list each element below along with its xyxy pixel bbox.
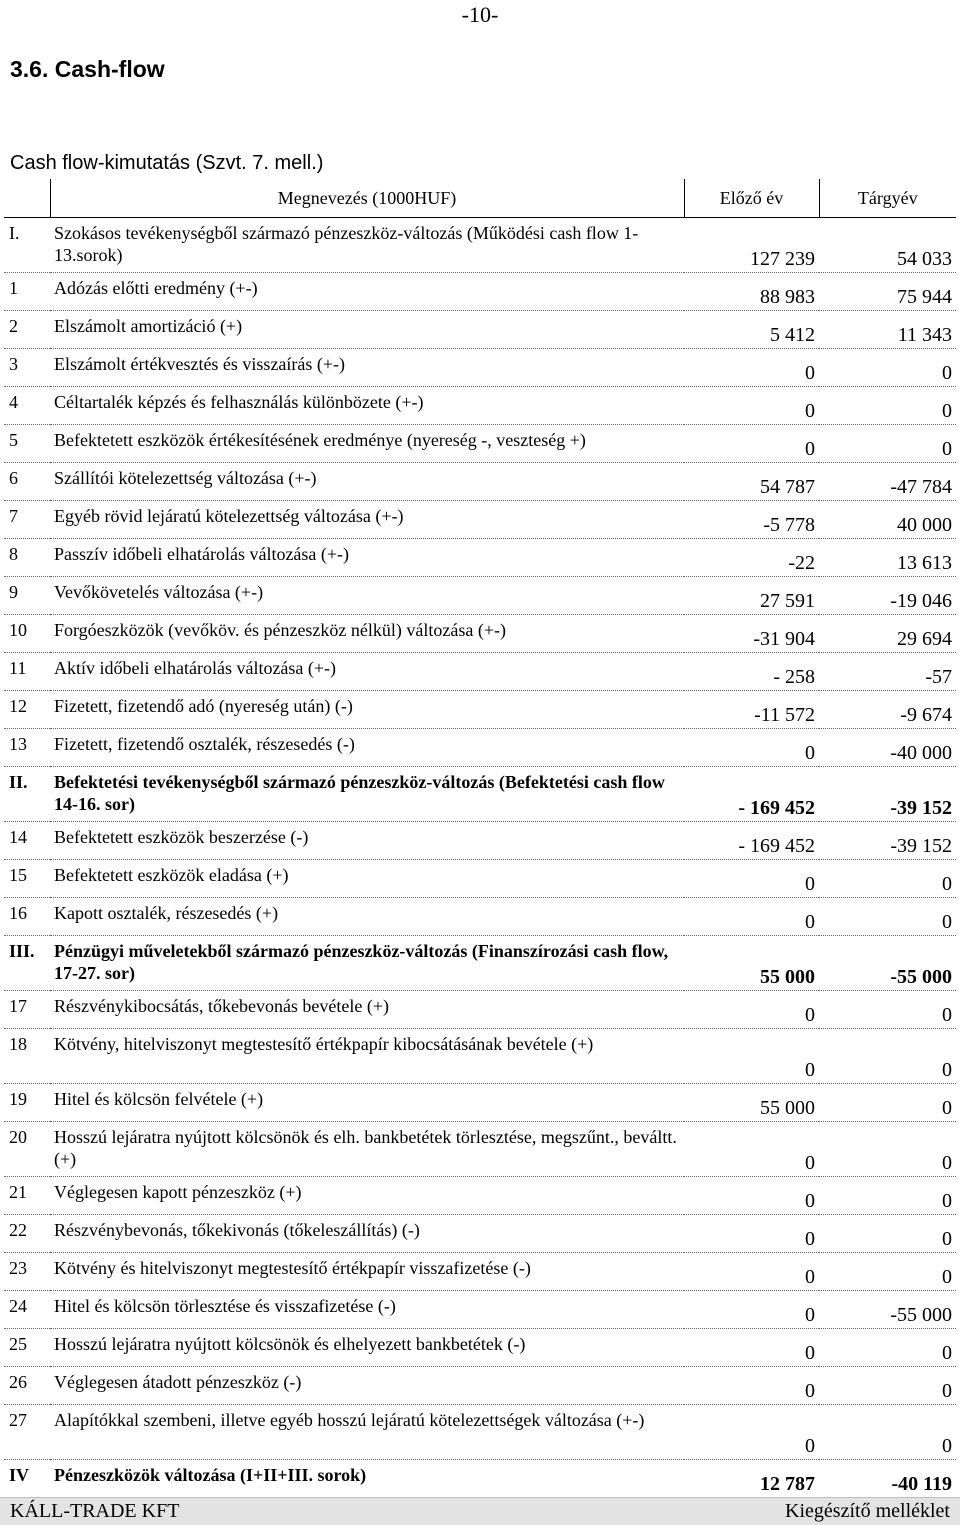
row-current-year-value: -39 152 <box>819 767 956 822</box>
table-row <box>4 1084 956 1122</box>
row-number: 21 <box>4 1177 50 1215</box>
table-row <box>4 463 956 501</box>
row-number: 14 <box>4 822 50 860</box>
row-label: Kapott osztalék, részesedés (+) <box>50 898 684 936</box>
table-row <box>4 1460 956 1498</box>
table-row <box>4 577 956 615</box>
table-row <box>4 1253 956 1291</box>
row-prev-year-value: 0 <box>684 1367 819 1405</box>
table-row <box>4 501 956 539</box>
row-current-year-value: -57 <box>819 653 956 691</box>
row-prev-year-value: 54 787 <box>684 463 819 501</box>
row-number: 1 <box>4 273 50 311</box>
row-current-year-value: 54 033 <box>819 218 956 273</box>
row-current-year-value: 13 613 <box>819 539 956 577</box>
table-row <box>4 311 956 349</box>
table-row <box>4 691 956 729</box>
row-number: 3 <box>4 349 50 387</box>
row-label: Részvénykibocsátás, tőkebevonás bevétele (+) <box>50 991 684 1029</box>
row-label: Egyéb rövid lejáratú kötelezettség változása (+-) <box>50 501 684 539</box>
row-prev-year-value: - 169 452 <box>684 822 819 860</box>
table-row <box>4 936 956 991</box>
row-number: 18 <box>4 1029 50 1084</box>
row-number: 15 <box>4 860 50 898</box>
row-prev-year-value: 55 000 <box>684 1084 819 1122</box>
table-row <box>4 1291 956 1329</box>
row-prev-year-value: 0 <box>684 1291 819 1329</box>
row-number: 7 <box>4 501 50 539</box>
row-number: 24 <box>4 1291 50 1329</box>
row-label: Pénzeszközök változása (I+II+III. sorok) <box>50 1460 684 1498</box>
row-number: 6 <box>4 463 50 501</box>
table-header-row <box>4 179 956 218</box>
row-prev-year-value: 0 <box>684 991 819 1029</box>
row-number: 23 <box>4 1253 50 1291</box>
row-prev-year-value: - 258 <box>684 653 819 691</box>
row-prev-year-value: 0 <box>684 387 819 425</box>
row-current-year-value: 75 944 <box>819 273 956 311</box>
row-current-year-value: -19 046 <box>819 577 956 615</box>
row-prev-year-value: 0 <box>684 1405 819 1460</box>
row-label: Passzív időbeli elhatárolás változása (+-) <box>50 539 684 577</box>
row-current-year-value: 0 <box>819 860 956 898</box>
table-row <box>4 218 956 273</box>
row-prev-year-value: 0 <box>684 1253 819 1291</box>
footer-document-name: Kiegészítő melléklet <box>785 1500 950 1522</box>
section-title: 3.6. Cash-flow <box>10 56 165 82</box>
row-label: Kötvény, hitelviszonyt megtestesítő értékpapír kibocsátásának bevétele (+) <box>50 1029 684 1084</box>
row-label: Hosszú lejáratra nyújtott kölcsönök és elhelyezett bankbetétek (-) <box>50 1329 684 1367</box>
row-prev-year-value: 127 239 <box>684 218 819 273</box>
row-current-year-value: 40 000 <box>819 501 956 539</box>
row-current-year-value: -55 000 <box>819 1291 956 1329</box>
table-subtitle: Cash flow-kimutatás (Szvt. 7. mell.) <box>10 152 324 174</box>
table-row <box>4 539 956 577</box>
row-current-year-value: 0 <box>819 1367 956 1405</box>
cash-flow-table <box>4 179 956 1498</box>
row-label: Befektetett eszközök értékesítésének eredménye (nyereség -, veszteség +) <box>50 425 684 463</box>
row-number: 25 <box>4 1329 50 1367</box>
table-row <box>4 729 956 767</box>
row-current-year-value: 0 <box>819 1122 956 1177</box>
row-prev-year-value: 5 412 <box>684 311 819 349</box>
table-row <box>4 822 956 860</box>
row-label: Forgóeszközök (vevőköv. és pénzeszköz nélkül) változása (+-) <box>50 615 684 653</box>
row-label: Befektetett eszközök eladása (+) <box>50 860 684 898</box>
row-label: Vevőkövetelés változása (+-) <box>50 577 684 615</box>
row-number: I. <box>4 218 50 273</box>
row-label: Kötvény és hitelviszonyt megtestesítő értékpapír visszafizetése (-) <box>50 1253 684 1291</box>
row-label: Hitel és kölcsön felvétele (+) <box>50 1084 684 1122</box>
row-number: 2 <box>4 311 50 349</box>
row-number: 13 <box>4 729 50 767</box>
row-number: 22 <box>4 1215 50 1253</box>
table-row <box>4 767 956 822</box>
table-row <box>4 1122 956 1177</box>
row-number: 10 <box>4 615 50 653</box>
row-prev-year-value: 0 <box>684 860 819 898</box>
row-prev-year-value: 0 <box>684 729 819 767</box>
row-label: Fizetett, fizetendő adó (nyereség után) (-) <box>50 691 684 729</box>
row-number: 27 <box>4 1405 50 1460</box>
footer-company: KÁLL-TRADE KFT <box>10 1500 180 1522</box>
header-blank-cell <box>4 179 50 218</box>
table-row <box>4 1177 956 1215</box>
row-number: 17 <box>4 991 50 1029</box>
row-label: Fizetett, fizetendő osztalék, részesedés (-) <box>50 729 684 767</box>
row-number: 5 <box>4 425 50 463</box>
row-label: Szokásos tevékenységből származó pénzeszköz-változás (Működési cash flow 1-13.sorok) <box>50 218 684 273</box>
row-current-year-value: 0 <box>819 349 956 387</box>
row-label: Véglegesen átadott pénzeszköz (-) <box>50 1367 684 1405</box>
row-current-year-value: 0 <box>819 898 956 936</box>
table-row <box>4 653 956 691</box>
row-prev-year-value: 0 <box>684 1122 819 1177</box>
header-current-year: Tárgyév <box>819 179 956 218</box>
row-prev-year-value: 27 591 <box>684 577 819 615</box>
table-row <box>4 991 956 1029</box>
row-prev-year-value: 0 <box>684 1177 819 1215</box>
row-current-year-value: 0 <box>819 991 956 1029</box>
footer <box>0 1497 960 1525</box>
row-label: Pénzügyi műveletekből származó pénzeszköz-változás (Finanszírozási cash flow, 17-27. sor) <box>50 936 684 991</box>
row-current-year-value: 0 <box>819 1084 956 1122</box>
row-number: 26 <box>4 1367 50 1405</box>
row-prev-year-value: 0 <box>684 349 819 387</box>
row-current-year-value: -40 000 <box>819 729 956 767</box>
row-number: III. <box>4 936 50 991</box>
row-prev-year-value: -11 572 <box>684 691 819 729</box>
row-number: II. <box>4 767 50 822</box>
row-current-year-value: -40 119 <box>819 1460 956 1498</box>
row-prev-year-value: 0 <box>684 1215 819 1253</box>
row-label: Céltartalék képzés és felhasználás különbözete (+-) <box>50 387 684 425</box>
row-label: Adózás előtti eredmény (+-) <box>50 273 684 311</box>
row-current-year-value: -55 000 <box>819 936 956 991</box>
table-row <box>4 860 956 898</box>
row-current-year-value: 29 694 <box>819 615 956 653</box>
row-prev-year-value: 0 <box>684 1029 819 1084</box>
row-current-year-value: 0 <box>819 425 956 463</box>
page-number: -10- <box>461 2 499 27</box>
row-label: Véglegesen kapott pénzeszköz (+) <box>50 1177 684 1215</box>
row-current-year-value: -39 152 <box>819 822 956 860</box>
row-label: Befektetett eszközök beszerzése (-) <box>50 822 684 860</box>
row-number: 12 <box>4 691 50 729</box>
row-label: Befektetési tevékenységből származó pénzeszköz-változás (Befektetési cash flow 14-16. sor) <box>50 767 684 822</box>
table-row <box>4 387 956 425</box>
row-label: Alapítókkal szembeni, illetve egyéb hosszú lejáratú kötelezettségek változása (+-) <box>50 1405 684 1460</box>
table-row <box>4 1029 956 1084</box>
table-row <box>4 1367 956 1405</box>
row-prev-year-value: 0 <box>684 898 819 936</box>
row-current-year-value: 0 <box>819 1329 956 1367</box>
row-current-year-value: 0 <box>819 1405 956 1460</box>
row-number: 4 <box>4 387 50 425</box>
table-row <box>4 1329 956 1367</box>
table-row <box>4 349 956 387</box>
table-row <box>4 1215 956 1253</box>
row-prev-year-value: 55 000 <box>684 936 819 991</box>
row-prev-year-value: 0 <box>684 425 819 463</box>
row-prev-year-value: -31 904 <box>684 615 819 653</box>
row-current-year-value: 0 <box>819 1215 956 1253</box>
row-prev-year-value: -5 778 <box>684 501 819 539</box>
row-current-year-value: 0 <box>819 1029 956 1084</box>
row-label: Elszámolt amortizáció (+) <box>50 311 684 349</box>
row-current-year-value: 11 343 <box>819 311 956 349</box>
header-name: Megnevezés (1000HUF) <box>50 179 684 218</box>
row-prev-year-value: 0 <box>684 1329 819 1367</box>
row-number: IV <box>4 1460 50 1498</box>
row-label: Szállítói kötelezettség változása (+-) <box>50 463 684 501</box>
header-prev-year: Előző év <box>684 179 819 218</box>
row-current-year-value: 0 <box>819 1253 956 1291</box>
row-label: Részvénybevonás, tőkekivonás (tőkeleszállítás) (-) <box>50 1215 684 1253</box>
table-row <box>4 425 956 463</box>
table-row <box>4 273 956 311</box>
row-current-year-value: 0 <box>819 387 956 425</box>
row-number: 11 <box>4 653 50 691</box>
row-number: 8 <box>4 539 50 577</box>
row-current-year-value: -9 674 <box>819 691 956 729</box>
table-body <box>4 218 956 1498</box>
row-label: Aktív időbeli elhatárolás változása (+-) <box>50 653 684 691</box>
table-row <box>4 898 956 936</box>
row-number: 16 <box>4 898 50 936</box>
row-prev-year-value: -22 <box>684 539 819 577</box>
row-label: Hitel és kölcsön törlesztése és visszafizetése (-) <box>50 1291 684 1329</box>
row-number: 9 <box>4 577 50 615</box>
row-label: Elszámolt értékvesztés és visszaírás (+-) <box>50 349 684 387</box>
row-label: Hosszú lejáratra nyújtott kölcsönök és elh. bankbetétek törlesztése, megszűnt., beváltt.(+) <box>50 1122 684 1177</box>
row-current-year-value: 0 <box>819 1177 956 1215</box>
row-number: 20 <box>4 1122 50 1177</box>
row-number: 19 <box>4 1084 50 1122</box>
table-row <box>4 615 956 653</box>
row-current-year-value: -47 784 <box>819 463 956 501</box>
row-prev-year-value: 88 983 <box>684 273 819 311</box>
table-row <box>4 1405 956 1460</box>
row-prev-year-value: 12 787 <box>684 1460 819 1498</box>
row-prev-year-value: - 169 452 <box>684 767 819 822</box>
